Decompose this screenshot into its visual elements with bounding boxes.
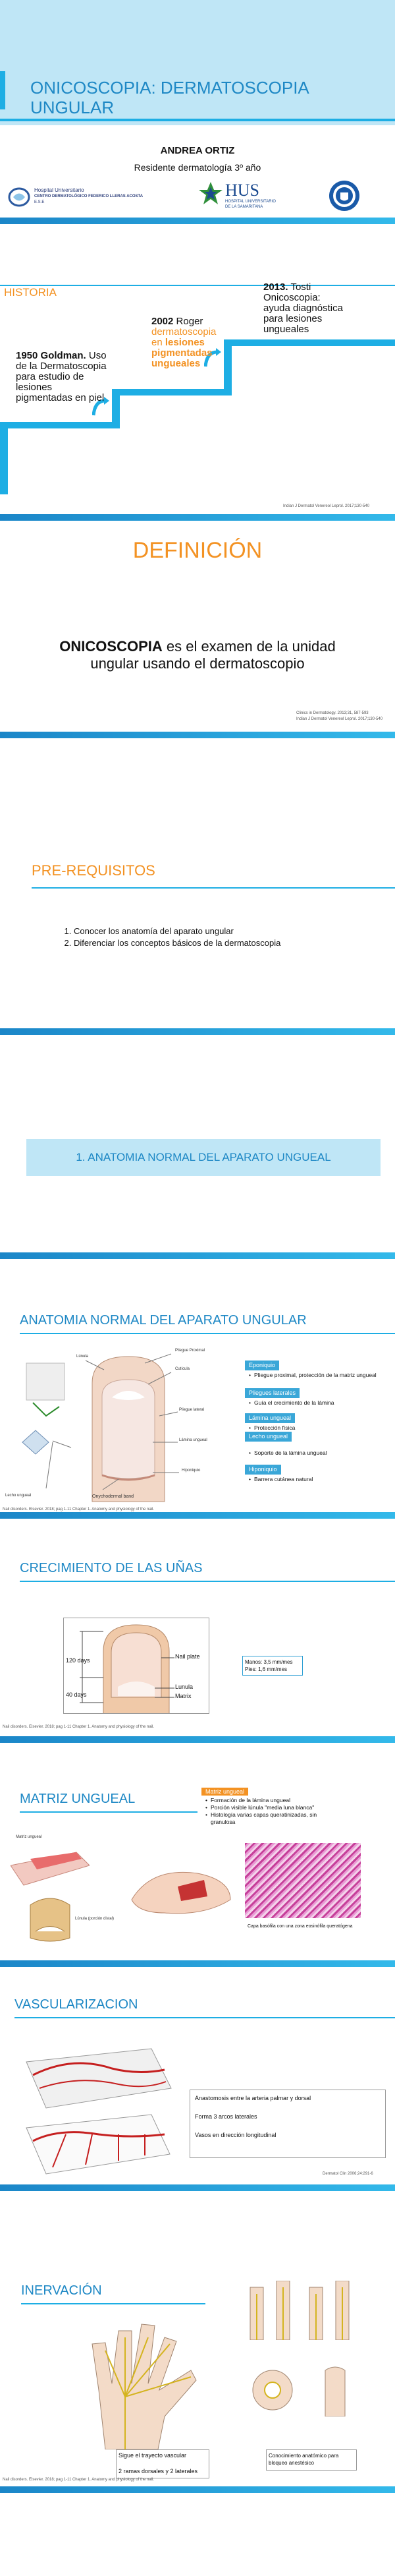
step2-edge <box>112 389 120 428</box>
matriz-item: • Histología varias capas queratinizadas, sin granulosa <box>201 1811 333 1826</box>
logo-centro-dermatologico <box>8 186 144 211</box>
inervacion-point-3-line1: Conocimiento anatómico para <box>269 2453 339 2459</box>
inervacion-point-2: 2 ramas dorsales y 2 laterales <box>118 2468 198 2474</box>
label-lunula-distal: Lúnula (porción distal) <box>75 1917 115 1921</box>
definicion-body <box>0 638 395 672</box>
prerequisitos-heading: PRE-REQUISITOS <box>32 862 155 879</box>
logo1-name: Hospital Universitario <box>34 187 84 193</box>
anatomia-source: Nail disorders. Elsevier. 2018; pag 1-11 Chapter 1. Anatomy and physiology of the nail. <box>3 1508 155 1511</box>
finger-nerve-diagram-top <box>244 2281 362 2340</box>
table-item-eponiquio: • Pliegue proximal, protección de la matriz ungueal <box>245 1372 391 1379</box>
vascular-point-2: Forma 3 arcos laterales <box>195 2113 257 2120</box>
separator-1 <box>0 218 395 224</box>
table-head-pliegues: Pliegues laterales <box>245 1388 300 1398</box>
slide-definicion <box>0 521 395 732</box>
definicion-source-2: Indian J Dermatol Venereol Leprol. 2017;130-540 <box>296 717 383 721</box>
crecimiento-rule <box>20 1581 395 1582</box>
label-pliegue-lateral: Pliegue lateral <box>179 1408 205 1412</box>
historia-heading: HISTORIA <box>4 286 57 299</box>
vascular-diagram <box>20 2035 178 2181</box>
logo2-sub1: HOSPITAL UNIVERSITARIO <box>225 200 276 204</box>
hand-nerve-diagram <box>86 2318 198 2449</box>
nail-anatomy-diagram <box>13 1343 237 1508</box>
step2-desc-3: lesiones pigmentadas ungueales <box>151 337 213 369</box>
label-hiponiquio: Hiponiquio <box>182 1469 201 1473</box>
vascularizacion-heading: VASCULARIZACION <box>14 1997 138 2012</box>
separator-9 <box>0 2184 395 2191</box>
university-seal-icon <box>328 179 361 212</box>
slide-anatomia-banner <box>0 1035 395 1252</box>
hus-star-icon <box>198 181 224 207</box>
label-lamina: Lámina ungueal <box>179 1438 207 1442</box>
separator-3 <box>0 732 395 738</box>
label-onychodermal: Onychodermal band <box>92 1494 134 1499</box>
slide-matriz <box>0 1743 395 1960</box>
step3-bar <box>224 339 395 346</box>
slide-vascularizacion <box>0 1967 395 2184</box>
crecimiento-heading: CRECIMIENTO DE LAS UÑAS <box>20 1561 203 1575</box>
author-role: Residente dermatología 3º año <box>134 162 261 173</box>
nail-growth-illustration <box>63 1618 209 1714</box>
label-pliegue-proximal: Pliegue Proximal <box>175 1349 205 1353</box>
rate-hands: Manos: 3,5 mm/mes <box>245 1659 293 1665</box>
logo-hus <box>198 178 296 211</box>
matriz-rule <box>20 1811 198 1813</box>
slide-prerequisitos <box>0 738 395 1028</box>
label-40-days: 40 days <box>66 1691 87 1698</box>
table-head-lecho: Lecho ungueal <box>245 1432 292 1442</box>
crecimiento-source: Nail disorders. Elsevier. 2018; pag 1-11 Chapter 1. Anatomy and physiology of the nail. <box>3 1725 155 1729</box>
historia-source: Indian J Dermatol Venereol Leprol. 2017;130-540 <box>283 504 370 508</box>
step2-text <box>151 316 224 369</box>
definicion-heading: DEFINICIÓN <box>132 538 263 563</box>
step2-year: 2002 <box>151 316 174 327</box>
vascularizacion-source: Dermatol Clin 2006;24:291-6 <box>323 2172 373 2176</box>
vascularizacion-rule <box>14 2017 395 2018</box>
matriz-heading: MATRIZ UNGUEAL <box>20 1792 136 1806</box>
step1-year: 1950 Goldman. <box>16 350 86 361</box>
title-left-accent <box>0 71 5 109</box>
histology-image <box>245 1843 361 1918</box>
separator-4 <box>0 1028 395 1035</box>
definicion-term: ONICOSCOPIA <box>59 638 163 655</box>
separator-5 <box>0 1252 395 1259</box>
inervacion-rule <box>21 2303 205 2304</box>
logo1-ese: E.S.E <box>34 200 45 204</box>
label-lunula-growth: Lunula <box>175 1683 194 1690</box>
slide-title-text <box>30 78 309 117</box>
step1-desc: Uso de la Dermatoscopia para estudio de lesiones pigmentadas en piel <box>16 350 107 403</box>
definicion-line1: es el examen de la unidad <box>162 638 336 655</box>
matriz-item: • Formación de la lámina ungueal <box>201 1797 373 1804</box>
step3-desc: Tosti Onicoscopia: ayuda diagnóstica para lesiones ungueales <box>263 281 343 335</box>
matriz-tab: Matriz ungueal <box>201 1788 248 1796</box>
label-nail-plate: Nail plate <box>175 1653 200 1660</box>
slide-historia <box>0 224 395 514</box>
label-cuticula: Cutícula <box>175 1367 190 1371</box>
inervacion-heading: INERVACIÓN <box>21 2283 102 2298</box>
slide-inervacion <box>0 2191 395 2576</box>
author-name: ANDREA ORTIZ <box>160 145 235 156</box>
vascular-point-3: Vasos en dirección longitudinal <box>195 2132 276 2138</box>
step1-bar <box>0 422 112 428</box>
prerequisitos-list <box>74 925 280 949</box>
definicion-source-1: Clinics in Dermatology. 2013;31, 587-593 <box>296 711 369 715</box>
step2-bar <box>112 389 224 395</box>
anatomia-banner-text: 1. ANATOMIA NORMAL DEL APARATO UNGUEAL <box>76 1151 331 1163</box>
finger-illustration <box>64 1618 209 1714</box>
inervacion-point-3 <box>269 2452 338 2467</box>
separator-2 <box>0 514 395 521</box>
table-item-pliegues: • Guía el crecimiento de la lámina <box>245 1399 391 1407</box>
step3-text <box>263 282 349 335</box>
inervacion-source: Nail disorders. Elsevier. 2018; pag 1-11 Chapter 1. Anatomy and physiology of the nail. <box>3 2478 155 2482</box>
step3-edge <box>224 339 232 395</box>
label-120-days: 120 days <box>66 1657 90 1664</box>
step2-desc-2: dermatoscopia en <box>151 326 217 348</box>
finger-section-icon <box>125 1860 237 1919</box>
logo2-name: HUS <box>225 181 260 200</box>
inervacion-point-3-line2: bloqueo anestésico <box>269 2460 314 2466</box>
label-lecho: Lecho ungueal <box>5 1494 32 1498</box>
definicion-line2: ungular usando el dermatoscopio <box>90 655 305 672</box>
anatomia-rule <box>20 1333 395 1334</box>
table-item-hiponiquio: • Barrera cutánea natural <box>245 1476 391 1483</box>
rate-feet: Pies: 1,6 mm/mes <box>245 1666 288 1672</box>
prerequisito-item: 2. Diferenciar los conceptos básicos de la dermatoscopia <box>74 937 280 949</box>
title-line-1: ONICOSCOPIA: DERMATOSCOPIA <box>30 78 309 98</box>
title-line-2: UNGULAR <box>30 98 115 117</box>
matrix-diagram <box>11 1832 90 1945</box>
table-item-lecho: • Soporte de la lámina ungueal <box>245 1449 391 1457</box>
hospital-logo-icon <box>8 187 30 207</box>
slide-crecimiento <box>0 1519 395 1736</box>
histology-caption: Capa basófila con una zona eosinófila queratógena <box>248 1924 353 1929</box>
anatomia-heading: ANATOMIA NORMAL DEL APARATO UNGULAR <box>20 1313 307 1328</box>
logo1-sub: CENTRO DERMATOLÓGICO FEDERICO LLERAS ACOSTA <box>34 194 144 198</box>
slide-anatomia <box>0 1259 395 1549</box>
vascular-point-1: Anastomosis entre la arteria palmar y dorsal <box>195 2095 311 2101</box>
prerequisitos-rule <box>32 887 395 889</box>
inervacion-point-1: Sigue el trayecto vascular <box>118 2452 187 2459</box>
label-matriz-ungueal: Matriz ungueal <box>16 1835 42 1839</box>
step1-edge <box>0 422 8 494</box>
separator-8 <box>0 1960 395 1967</box>
logo2-sub2: DE LA SAMARITANA <box>225 205 263 209</box>
separator-7 <box>0 1736 395 1743</box>
table-head-eponiquio: Eponiquio <box>245 1361 279 1370</box>
table-head-lamina: Lámina ungueal <box>245 1413 295 1423</box>
label-lunula: Lúnula <box>76 1355 89 1359</box>
step2-desc-1: Roger <box>176 316 203 327</box>
prerequisito-item: 1. Conocer los anatomía del aparato ungular <box>74 925 280 937</box>
label-matrix: Matrix <box>175 1693 192 1699</box>
step1-text <box>16 351 108 403</box>
growth-rate-text <box>245 1658 292 1673</box>
title-underline <box>0 119 395 121</box>
matriz-item: • Porción visible lúnula "media luna blanca" <box>201 1804 373 1811</box>
step3-year: 2013. <box>263 281 288 293</box>
table-item-lamina: • Protección física <box>245 1424 391 1432</box>
separator-6 <box>0 1512 395 1519</box>
separator-10 <box>0 2486 395 2493</box>
slide-title <box>0 0 395 218</box>
finger-nerve-diagram-bottom <box>246 2364 365 2416</box>
table-head-hiponiquio: Hiponiquio <box>245 1465 281 1475</box>
